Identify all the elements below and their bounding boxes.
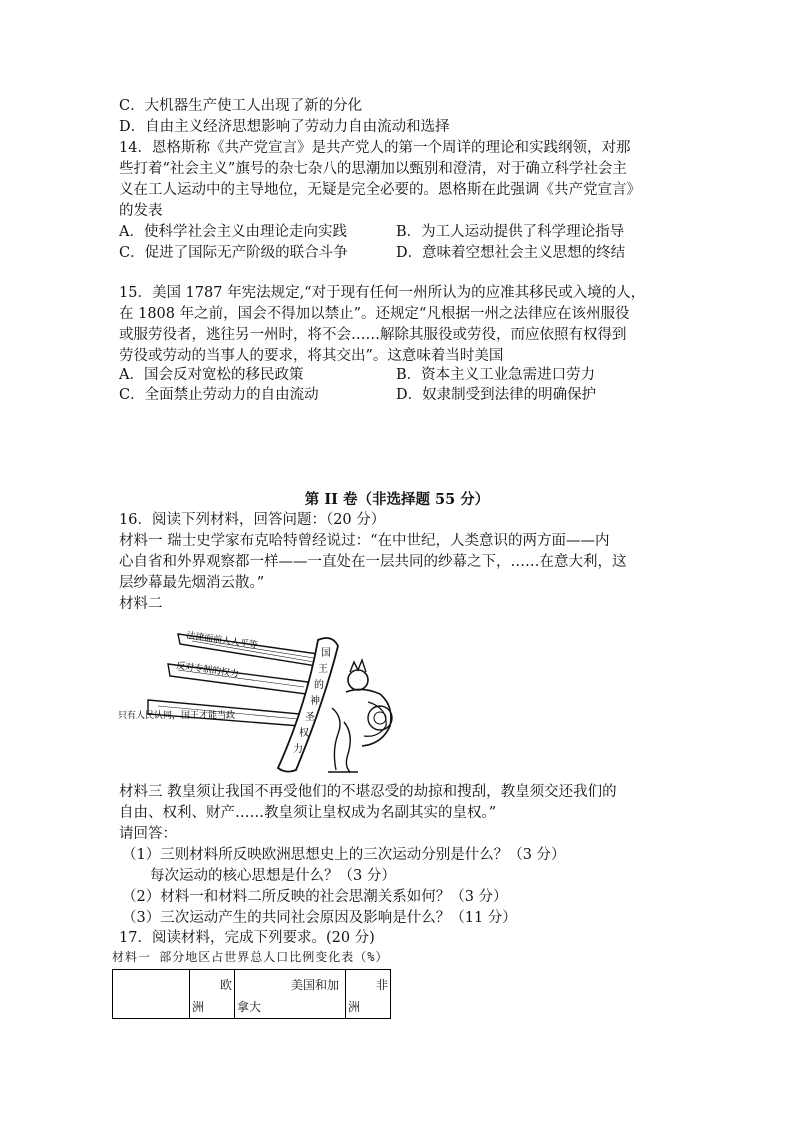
table-header-cell xyxy=(346,970,391,1019)
shield-char: 权 xyxy=(299,728,309,739)
q13-option-c: C．大机器生产使工人出现了新的分化 xyxy=(119,98,363,114)
q16-material1-line: 层纱幕最先烟消云散。” xyxy=(119,575,265,591)
arrow-label-anti-tyranny: 反对专制的权力 xyxy=(175,661,240,680)
table-header-cell xyxy=(235,970,346,1019)
shield-char: 圣 xyxy=(305,712,315,723)
q16-question: （3）三次运动产生的共同社会原因及影响是什么？（11 分） xyxy=(122,910,517,926)
q15-stem-line: 在 1808 年之前，国会不得加以禁止”。还规定“凡根据一州之法律应在该州服役 xyxy=(119,306,630,322)
q15-stem-line: 劳役或劳动的当事人的要求，将其交出”。这意味着当时美国 xyxy=(119,348,504,364)
q16-material3-line: 材料三 教皇须让我国不再受他们的不堪忍受的劫掠和搜刮，教皇须交还我们的 xyxy=(119,784,617,800)
q14-stem-line: 14．恩格斯称《共产党宣言》是共产党人的第一个周详的理论和实践纲领，对那 xyxy=(119,140,631,156)
q16-material1-line: 材料一 瑞士史学家布克哈特曾经说过：“在中世纪，人类意识的两方面——内 xyxy=(119,533,610,549)
q16-material2-label: 材料二 xyxy=(119,596,163,612)
shield-char: 力 xyxy=(293,744,303,755)
header-top: 美国和加 xyxy=(290,978,339,992)
shield-char: 神 xyxy=(310,696,320,707)
q17-stem: 17．阅读材料，完成下列要求。(20 分) xyxy=(119,930,375,946)
q15-option-d: D．奴隶制受到法律的明确保护 xyxy=(396,387,597,403)
q16-question: 每次运动的核心思想是什么？（3 分） xyxy=(150,868,396,884)
header-bottom: 拿大 xyxy=(237,1000,262,1014)
q14-stem-line: 些打着“社会主义”旗号的杂七杂八的思潮加以甄别和澄清，对于确立科学社会主 xyxy=(119,161,627,177)
population-table xyxy=(112,969,391,1019)
q14-option-c: C．促进了国际无产阶级的联合斗争 xyxy=(119,245,348,261)
q16-material1-line: 心自省和外界观察都一样——一直处在一层共同的纱幕之下，……在意大利，这 xyxy=(119,554,627,570)
q14-option-d: D．意味着空想社会主义思想的终结 xyxy=(396,245,626,261)
table-cell xyxy=(113,970,190,1019)
arrow-label-equality: 法律面前人人平等 xyxy=(185,631,259,651)
q15-option-c: C．全面禁止劳动力的自由流动 xyxy=(119,387,319,403)
q16-stem: 16．阅读下列材料，回答问题：（20 分） xyxy=(119,512,386,528)
q17-table-caption: 材料一 部分地区占世界总人口比例变化表（%） xyxy=(112,950,389,964)
q15-stem-line: 15．美国 1787 年宪法规定,“对于现有任何一州所认为的应准其移民或入境的人， xyxy=(119,285,646,301)
shield-char: 王 xyxy=(318,664,328,675)
q14-stem-line: 的发表 xyxy=(119,203,163,219)
q16-question: （2）材料一和材料二所反映的社会思潮关系如何？（3 分） xyxy=(122,889,508,905)
header-top: 欧 xyxy=(219,978,232,992)
shield-char: 的 xyxy=(314,680,324,691)
q14-option-b: B．为工人运动提供了科学理论指导 xyxy=(396,224,625,240)
q16-material3-line: 自由、权利、财产……教皇须让皇权成为名副其实的皇权。” xyxy=(119,805,497,821)
header-bottom: 洲 xyxy=(192,1000,205,1014)
table-header-cell xyxy=(190,970,235,1019)
q15-stem-line: 或服劳役者，逃往另一州时，将不会……解除其服役或劳役，而应依照有权得到 xyxy=(119,327,627,343)
cartoon-figure xyxy=(118,622,418,780)
header-bottom: 洲 xyxy=(348,1000,361,1014)
section-title: 第 II 卷（非选择题 55 分） xyxy=(304,491,490,508)
q13-option-d: D．自由主义经济思想影响了劳动力自由流动和选择 xyxy=(119,119,450,135)
header-top: 非 xyxy=(375,978,388,992)
q14-stem-line: 义在工人运动中的主导地位，无疑是完全必要的。恩格斯在此强调《共产党宣言》 xyxy=(119,182,641,198)
q16-ask: 请回答： xyxy=(119,826,177,842)
q15-option-a: A．国会反对宽松的移民政策 xyxy=(119,367,304,383)
shield-char: 国 xyxy=(321,648,331,659)
q16-question: （1）三则材料所反映欧洲思想史上的三次运动分别是什么？（3 分） xyxy=(122,847,566,863)
arrow-label-popular-consent: 只有人民认同，国王才能当政 xyxy=(118,711,236,721)
table-row xyxy=(113,970,391,1019)
q15-option-b: B．资本主义工业急需进口劳力 xyxy=(396,367,596,383)
q14-option-a: A．使科学社会主义由理论走向实践 xyxy=(119,224,347,240)
